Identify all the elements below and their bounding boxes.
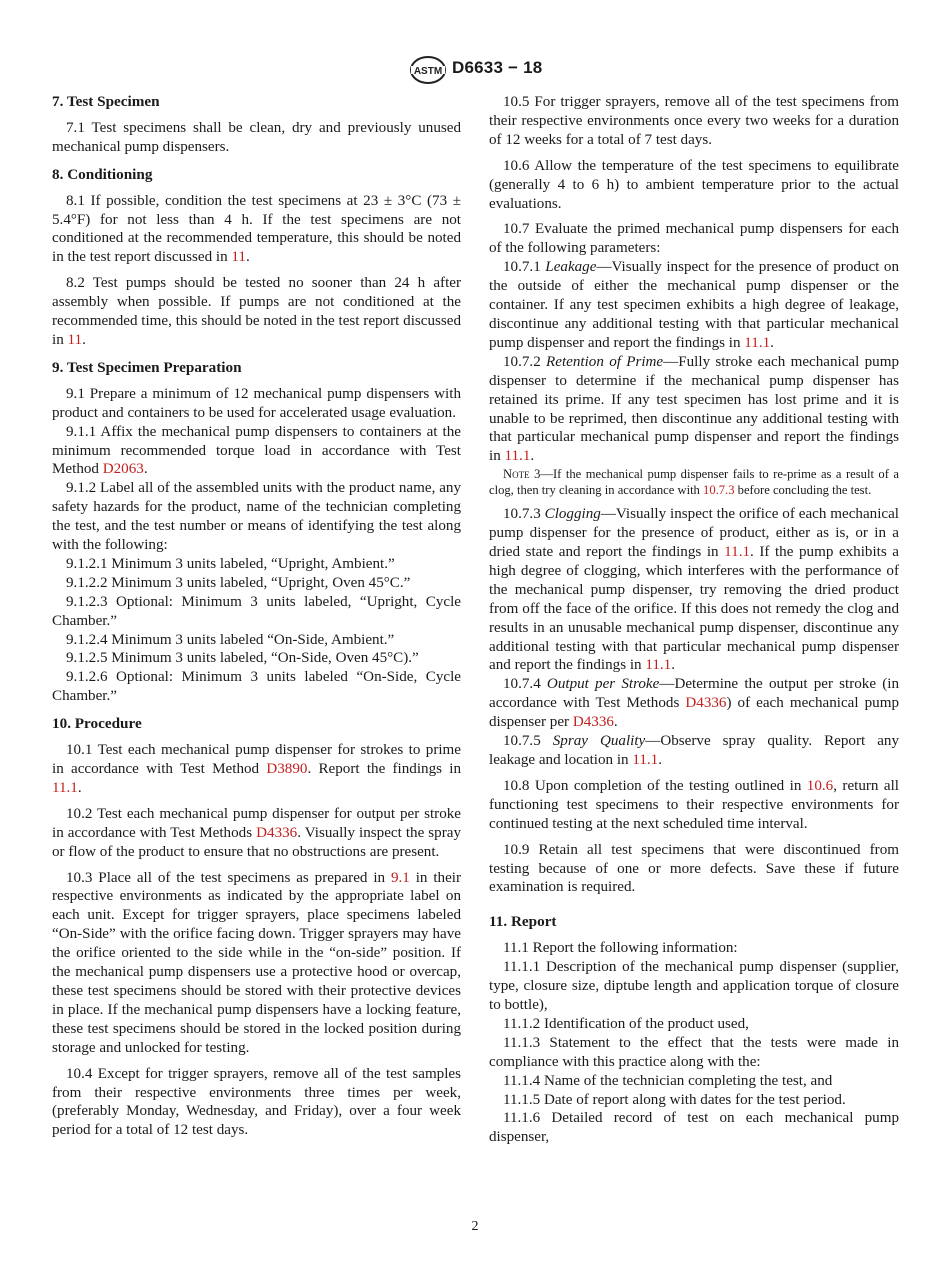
section-8-heading: 8. Conditioning [52, 165, 153, 183]
paragraph-11-1-4: 11.1.4 Name of the technician completing the test, and [503, 1072, 833, 1089]
list-item-9-1-2-5: 9.1.2.5 Minimum 3 units labeled, “On-Side, Oven 45°C).” [66, 650, 419, 667]
paragraph-11-1-1: 11.1.1 Description of the mechanical pump dispenser (supplier, type, closure size, diptube length and application torque of closure to bottle), [489, 959, 899, 1013]
link-ref-11-1[interactable]: 11.1 [645, 657, 672, 674]
link-ref-d3890[interactable]: D3890 [266, 761, 308, 777]
link-ref-d4336[interactable]: D4336 [685, 695, 727, 712]
link-ref-10-7-3[interactable]: 10.7.3 [703, 483, 735, 498]
link-ref-11-1[interactable]: 11.1 [504, 448, 531, 465]
link-ref-9-1[interactable]: 9.1 [390, 869, 410, 886]
paragraph-10-9: 10.9 Retain all test specimens that were discontinued from testing because of one or more defects. Save these if future examination is required. [489, 841, 899, 896]
paragraph-10-7-1: 10.7.1 Leakage—Visually inspect for the presence of product on the outside of either the mechanical pump dispenser or the container. If any test specimen exhibits a high degree of leakage, discontinue any additional testing with that particular mechanical pump dispenser and report the findings in 11.1. [489, 259, 899, 351]
link-ref-11-1[interactable]: 11.1 [52, 779, 78, 796]
paragraph-11-1-2: 11.1.2 Identification of the product used, [503, 1015, 749, 1032]
link-ref-d4336[interactable]: D4336 [256, 824, 298, 841]
list-item-9-1-2-2: 9.1.2.2 Minimum 3 units labeled, “Upright, Oven 45°C.” [66, 574, 411, 591]
paragraph-10-6: 10.6 Allow the temperature of the test specimens to equilibrate (generally 4 to 6 h) to ambient temperature prior to the actual evaluations. [489, 157, 899, 212]
link-ref-11[interactable]: 11 [231, 249, 246, 266]
paragraph-11-1: 11.1 Report the following information: [503, 940, 738, 957]
paragraph-10-7-4: 10.7.4 Output per Stroke—Determine the output per stroke (in accordance with Test Methods D4336) of each mechanical pump dispenser per D4336. [489, 676, 899, 731]
astm-logo-label: ASTM [413, 66, 443, 77]
paragraph-10-1: 10.1 Test each mechanical pump dispenser for strokes to prime in accordance with Test Method D3890. Report the findings in 11.1. [52, 742, 462, 796]
list-item-9-1-2-3: 9.1.2.3 Optional: Minimum 3 units labeled, “Upright, Cycle Chamber.” [52, 593, 461, 629]
paragraph-10-7-2: 10.7.2 Retention of Prime—Fully stroke each mechanical pump dispenser to determine if the mechanical pump dispenser has retained its prime. If any test specimen has lost prime and it is unable to be reprimed, then discontinue any additional testing with that particular mechanical pump dispenser and report the findings in 11.1. [489, 353, 899, 465]
link-ref-11-1[interactable]: 11.1 [744, 334, 771, 351]
page-header [0, 55, 950, 85]
paragraph-10-7-5: 10.7.5 Spray Quality—Observe spray quality. Report any leakage and location in 11.1. [489, 733, 899, 768]
link-ref-11-1[interactable]: 11.1 [724, 544, 751, 561]
left-column [52, 93, 461, 1140]
list-item-9-1-2-1: 9.1.2.1 Minimum 3 units labeled, “Upright, Ambient.” [66, 555, 395, 572]
paragraph-10-7: 10.7 Evaluate the primed mechanical pump dispensers for each of the following parameters: [489, 221, 899, 257]
paragraph-8-2: 8.2 Test pumps should be tested no sooner than 24 h after assembly when possible. If pumps are not conditioned at the recommended time, this should be noted in the test report discussed in 11. [52, 275, 461, 348]
section-10-heading: 10. Procedure [52, 715, 142, 733]
paragraph-11-1-6: 11.1.6 Detailed record of test on each mechanical pump dispenser, [489, 1110, 899, 1146]
document-designation: D6633 − 18 [452, 58, 543, 77]
link-ref-11[interactable]: 11 [67, 331, 83, 348]
link-ref-10-6[interactable]: 10.6 [806, 777, 834, 794]
section-7-heading: 7. Test Specimen [52, 93, 160, 110]
paragraph-11-1-3: 11.1.3 Statement to the effect that the tests were made in compliance with this practice along with the: [489, 1034, 899, 1070]
paragraph-9-1-2: 9.1.2 Label all of the assembled units with the product name, any safety hazards for the product, name of the technician completing the test, and the test number or means of identifying the test along with the following: [52, 480, 461, 554]
paragraph-8-1: 8.1 If possible, condition the test specimens at 23 ± 3°C (73 ± 5.4°F) for not less than 4 h. If the test specimens are not conditioned at the recommended temperature, this should be noted in the test report discussed in 11. [52, 192, 461, 266]
paragraph-10-5: 10.5 For trigger sprayers, remove all of the test specimens from their respective environments once every two weeks for a duration of 12 weeks for a total of 7 test days. [489, 94, 899, 148]
list-item-9-1-2-4: 9.1.2.4 Minimum 3 units labeled “On-Side, Ambient.” [66, 631, 395, 648]
paragraph-10-7-3: 10.7.3 Clogging—Visually inspect the orifice of each mechanical pump dispenser for the presence of product, either as is, or in a dried state and report the findings in 11.1. If the pump exhibits a high degree of clogging, which interferes with the performance of the mechanical pump dispenser, try removing the dried product from off the face of the orifice. If this does not remedy the clog and results in an unusable mechanical pump dispenser, discontinue any additional testing with that particular mechanical pump dispenser and report the findings in 11.1. [489, 506, 900, 674]
link-ref-d4336[interactable]: D4336 [572, 714, 614, 731]
paragraph-11-1-5: 11.1.5 Date of report along with dates for the test period. [503, 1091, 846, 1108]
paragraph-10-2: 10.2 Test each mechanical pump dispenser for output per stroke in accordance with Test Methods D4336. Visually inspect the spray or flow of the product to ensure that no obstructions are present. [52, 805, 461, 860]
astm-logo-icon [409, 55, 447, 85]
paragraph-10-3: 10.3 Place all of the test specimens as prepared in 9.1 in their respective environments as indicated by the appropriate label on each unit. Except for trigger sprayers, place specimens labeled “On-Side” with the orifice facing down. Trigger sprayers may have the orifice oriented to the side while in the “on-side” position. If the mechanical pump dispensers use a protective hood or overcap, these test specimens should be stored with their protective devices in place. If the mechanical pump dispensers have a locking feature, these test specimens should be stored in the locked position during storage and unlocked for testing. [52, 869, 461, 1056]
note-3: Note 3—If the mechanical pump dispenser fails to re-prime as a result of a clog, then try cleaning in accordance with 10.7.3 before concluding the test. [489, 467, 899, 498]
paragraph-10-8: 10.8 Upon completion of the testing outlined in 10.6, return all functioning test specimens to their respective environments for continued testing at the next scheduled time interval. [489, 777, 899, 832]
link-ref-11-1[interactable]: 11.1 [632, 752, 659, 768]
paragraph-9-1: 9.1 Prepare a minimum of 12 mechanical pump dispensers with product and containers to be used for accelerated usage evaluation. [52, 385, 461, 421]
section-9-heading: 9. Test Specimen Preparation [52, 358, 242, 376]
section-11-heading: 11. Report [489, 913, 557, 931]
page-number: 2 [471, 1219, 479, 1234]
paragraph-7-1: 7.1 Test specimens shall be clean, dry and previously unused mechanical pump dispensers. [52, 119, 461, 155]
list-item-9-1-2-6: 9.1.2.6 Optional: Minimum 3 units labeled “On-Side, Cycle Chamber.” [52, 669, 461, 705]
link-ref-d2063[interactable]: D2063 [102, 461, 144, 478]
right-column [489, 93, 899, 1147]
paragraph-10-4: 10.4 Except for trigger sprayers, remove all of the test samples from their respective environments three times per week, (preferably Monday, Wednesday, and Friday), over a four week period for a total of 12 test days. [52, 1065, 461, 1139]
paragraph-9-1-1: 9.1.1 Affix the mechanical pump dispensers to containers at the minimum recommended torque load in accordance with Test Method D2063. [52, 423, 461, 478]
